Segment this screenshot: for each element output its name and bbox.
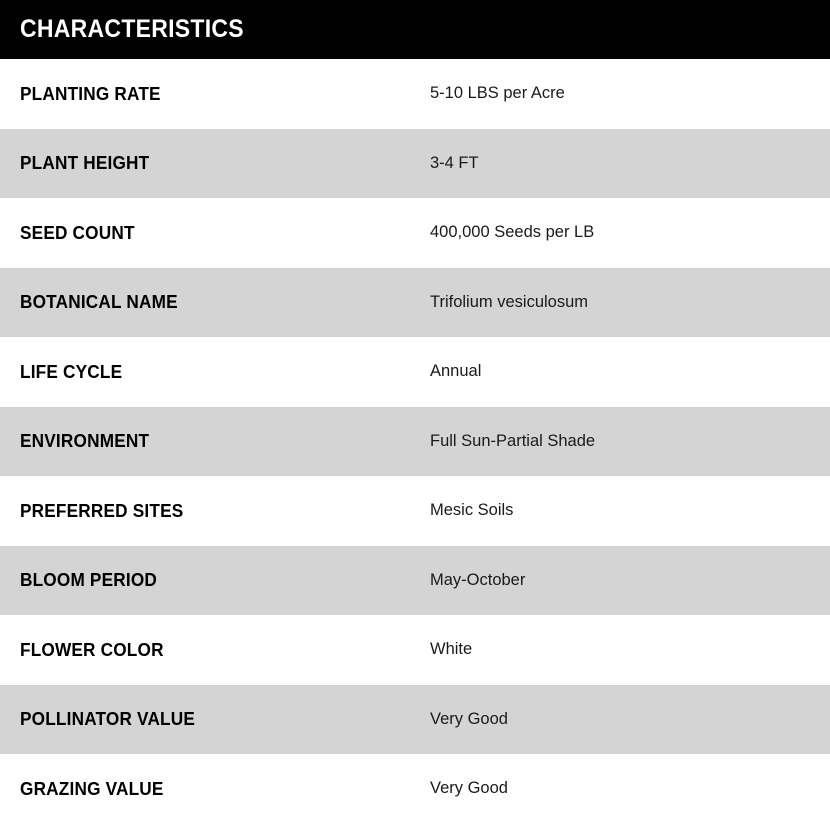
row-value-botanical-name: Trifolium vesiculosum (430, 292, 589, 311)
row-label-flower-color: FLOWER COLOR (20, 638, 164, 660)
row-value-plant-height: 3-4 FT (430, 153, 479, 172)
table-row (0, 59, 830, 129)
row-label-bloom-period: BLOOM PERIOD (20, 569, 158, 591)
row-value-life-cycle: Annual (430, 362, 482, 381)
page-title: CHARACTERISTICS (20, 15, 244, 43)
table-header-cell (0, 0, 830, 59)
table-row (0, 407, 830, 477)
table-row (0, 268, 830, 338)
table-header-row (0, 0, 830, 59)
row-value-grazing-value: Very Good (430, 779, 508, 798)
table-row (0, 476, 830, 546)
row-label-preferred-sites: PREFERRED SITES (20, 499, 184, 521)
table-row (0, 337, 830, 407)
table-row (0, 615, 830, 685)
row-value-flower-color: White (430, 640, 473, 659)
row-value-preferred-sites: Mesic Soils (430, 501, 514, 520)
table-row (0, 546, 830, 616)
row-label-planting-rate: PLANTING RATE (20, 82, 161, 104)
row-value-planting-rate: 5-10 LBS per Acre (430, 84, 565, 103)
row-label-botanical-name: BOTANICAL NAME (20, 291, 178, 313)
row-label-pollinator-value: POLLINATOR VALUE (20, 708, 196, 730)
row-value-seed-count: 400,000 Seeds per LB (430, 223, 595, 242)
table-row (0, 198, 830, 268)
table-row (0, 754, 830, 824)
row-label-plant-height: PLANT HEIGHT (20, 152, 150, 174)
row-value-pollinator-value: Very Good (430, 709, 508, 728)
row-label-environment: ENVIRONMENT (20, 430, 150, 452)
row-label-life-cycle: LIFE CYCLE (20, 360, 123, 382)
row-label-grazing-value: GRAZING VALUE (20, 777, 164, 799)
row-value-environment: Full Sun-Partial Shade (430, 431, 596, 450)
table-row (0, 129, 830, 199)
row-label-seed-count: SEED COUNT (20, 221, 135, 243)
row-value-bloom-period: May-October (430, 570, 526, 589)
table-row (0, 685, 830, 755)
